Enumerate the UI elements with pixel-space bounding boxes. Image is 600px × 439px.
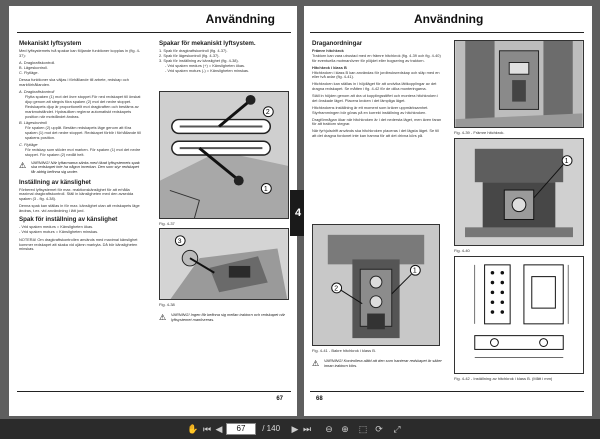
figure-lift-levers bbox=[159, 91, 289, 219]
paragraph: När fyrhjulsdrift används ska hitchkroken placeras i det lägsta läget. Se till att det dragna fordonet inte kan hamna för att det drivna körs på. bbox=[312, 128, 439, 139]
sub-heading: Hitchkrok i klass B bbox=[312, 64, 347, 70]
list-item: - Vrid spaken medurs (+) = Känsligheten ökas. bbox=[165, 62, 246, 68]
viewer-toolbar bbox=[0, 419, 600, 439]
list-item: - Vrid spaken moturs (-) = Känsligheten minskas. bbox=[165, 67, 250, 73]
note: NOTERA! Om dragkraftskontrollen används med maximal känslighet kommer redskapet att skaka vid ojämn markyta. Då bör känsligheten minskas. bbox=[19, 236, 138, 252]
zoom-in-icon[interactable]: ⊕ bbox=[341, 424, 349, 434]
lift-levers-illustration bbox=[160, 92, 288, 218]
figure-caption: Fig. 4-40 bbox=[454, 248, 470, 253]
svg-text:2: 2 bbox=[265, 109, 270, 117]
list-item: - Vrid spaken moturs = Känsligheten minskas. bbox=[19, 228, 99, 234]
list-item: 1. Spak för dragkraftskontroll (fig. 4-37). bbox=[159, 48, 228, 53]
header-rule bbox=[310, 32, 584, 33]
section-title: Spakar för mekaniskt lyftsystem. bbox=[159, 40, 256, 47]
figure-front-hitch bbox=[454, 40, 584, 128]
page-total: / 140 bbox=[262, 424, 281, 433]
list-item: - Vrid spaken medurs = Känsligheten ökas. bbox=[19, 223, 94, 229]
paragraph: Ställ in höjden genom att dra ut kopplingsstiftet och montera hitchkroken i det önskade läget. Placera kroken i det lämpliga läget. bbox=[312, 93, 439, 103]
warning-note: ⚠ VARNING! Kontrollera alltid att den som hanterar redskapet är säker innan traktorn körs. bbox=[312, 359, 442, 368]
page-indicator bbox=[226, 422, 280, 436]
right-page-header: Användning bbox=[414, 12, 484, 26]
figure-hitch-detail bbox=[454, 138, 584, 246]
sub-heading: Främre hitchkrok bbox=[312, 48, 344, 53]
list-item: 2. Spak för lägeskontroll (fig. 4-37). bbox=[159, 52, 220, 58]
list-item: C. Flytläge. bbox=[19, 69, 39, 75]
figure-caption: Fig. 4-39 - Främre hitchkrok. bbox=[454, 130, 505, 135]
paragraph: Hitchkroken kan ställas in i höjdläget för att undvika lättkopplingar av det dragna redskapet. Se måtten i fig. 4-42 för de olika monteringarna. bbox=[312, 81, 437, 92]
last-page-icon[interactable]: ⏭ bbox=[302, 424, 312, 434]
sub-heading: B. Lägeskontroll bbox=[19, 120, 47, 126]
paragraph: Dessa funktioner ska väljas i förhållande till arbete, redskap och markförhållanden. bbox=[19, 77, 129, 88]
page-number: 68 bbox=[316, 396, 323, 402]
first-page-icon[interactable]: ⏮ bbox=[202, 424, 212, 434]
right-page bbox=[304, 6, 592, 416]
sub-heading: C. Flytläge bbox=[19, 141, 38, 147]
svg-text:1: 1 bbox=[263, 185, 268, 193]
chapter-tab: 4 bbox=[290, 190, 306, 236]
left-page-header: Användning bbox=[205, 12, 275, 26]
section-title: Mekaniskt lyftsystem bbox=[19, 40, 82, 47]
paragraph: Hitchkrokens inställning är ett moment som kräver uppmärksamhet. Styrframmingen bör göras på en korrekt inställning av hitchkroken. bbox=[312, 104, 429, 115]
list-item: 3. Spak för inställning av känslighet (fig. 4-38). bbox=[159, 57, 239, 63]
paragraph: För spaken (2) uppåt. Bestäm redskapets läge genom att föra spaken (1) mot det nedre stoppet. Redskapet förblir i förhållande till spakens position. bbox=[25, 125, 141, 140]
rotate-icon[interactable]: ⟳ bbox=[375, 424, 383, 434]
list-item: B. Lägeskontroll. bbox=[19, 64, 48, 70]
warning-note: ⚠ VARNING! Ingen får befinna sig mellan traktorn och redskapet när lyftsystemet manövreras. bbox=[159, 313, 289, 322]
left-page bbox=[9, 6, 297, 416]
zoom-out-icon[interactable]: ⊖ bbox=[325, 424, 333, 434]
section-title: Inställning av känslighet bbox=[19, 178, 91, 186]
left-col1 bbox=[19, 40, 143, 254]
front-hitch-illustration bbox=[455, 41, 583, 127]
figure-caption: Fig. 4-37 bbox=[159, 221, 175, 226]
paragraph: Hitchkroken i klass B kan användas för jordbruksredskap och släp med en eller två axlar (fig. 4-41). bbox=[312, 69, 440, 80]
sub-heading: A. Dragkraftskontroll bbox=[19, 89, 55, 95]
fit-page-icon[interactable]: ⬚ bbox=[358, 424, 368, 434]
figure-caption: Fig. 4-42 - Inställning av hitchkrok i klass B. (Mått i mm) bbox=[454, 376, 553, 381]
figure-rear-hitch bbox=[312, 224, 440, 346]
svg-text:1: 1 bbox=[412, 267, 417, 275]
left-col2 bbox=[159, 40, 289, 73]
page-number-input[interactable] bbox=[226, 423, 256, 435]
footer-rule bbox=[17, 391, 291, 392]
svg-text:3: 3 bbox=[177, 238, 182, 246]
svg-text:2: 2 bbox=[334, 285, 339, 293]
fullscreen-icon[interactable]: ⤢ bbox=[393, 424, 401, 434]
figure-hitch-dimensions bbox=[454, 256, 584, 374]
section-title: Spak för inställning av känslighet bbox=[19, 215, 118, 223]
left-col2-warning bbox=[159, 310, 289, 325]
paragraph: Dragförmågan ökar när hitchkroken är i det nedersta läget, men även faran för att traktorn stegrar. bbox=[312, 116, 442, 127]
right-page-warning bbox=[312, 356, 442, 371]
figure-caption: Fig. 4-41 - Bakre hitchkrok i klass B. bbox=[312, 348, 377, 353]
warning-note: ⚠ VARNING! När lyftarmarna sänks med ökad lyftsystemets spak ska redskapet inte ha någon inverkan. Den som styr redskapet får aldrig befinna sig under. bbox=[19, 161, 143, 175]
list-item: A. Dragkraftskontroll. bbox=[19, 59, 56, 65]
header-rule bbox=[17, 32, 291, 33]
paragraph: Denna spak kan ställas in för max. känslighet utan att redskapets läge ändras, t.ex. vid användning i lätt jord. bbox=[19, 203, 140, 214]
hitch-dimensions-drawing bbox=[455, 257, 583, 373]
rear-hitch-illustration bbox=[313, 225, 439, 345]
hitch-detail-illustration bbox=[455, 139, 583, 245]
paragraph: Med lyftsystemets två spakar kan följande funktioner kopplas in (fig. 4-37): bbox=[19, 48, 141, 58]
sensitivity-lever-illustration bbox=[160, 229, 288, 299]
paragraph: För redskap som stöder mot marken. För spaken (1) mot det nedre stoppet. För spaken (2) nedåt helt. bbox=[25, 146, 141, 157]
next-page-icon[interactable]: ▶ bbox=[291, 424, 299, 434]
right-col1 bbox=[312, 40, 442, 141]
prev-page-icon[interactable]: ◀ bbox=[215, 424, 223, 434]
paragraph: Flytta spaken (1) mot det övre stoppet.För ned redskapet till önskat djup genom att stegvis föra spaken (2) mot det nedre stoppet. Redskapets djup är proportionellt mot dragkraften och bestäms av markmotståndet. Hydrauliken reglerar automatiskt redskapets position när motståndet ändras. bbox=[25, 94, 141, 119]
figure-sensitivity-lever bbox=[159, 228, 289, 300]
paragraph: Traktorn kan vara utrustad med en främre hitchkrok (fig. 4-39 och fig. 4-40) för eventuella motmanövrer för plöjdet eller bogsering av traktorn. bbox=[312, 52, 441, 63]
hand-icon[interactable]: ✋ bbox=[187, 424, 199, 434]
paragraph: Förbered lyftsystemet för max. reaktionskänslighet för att erhålla maximal dragkraftskontroll. Ställ in känsligheten med den avsedda spaken (3 - fig. 4-38). bbox=[19, 186, 134, 202]
svg-text:1: 1 bbox=[564, 158, 569, 166]
footer-rule bbox=[310, 391, 584, 392]
figure-caption: Fig. 4-38 bbox=[159, 302, 175, 307]
section-title: Draganordningar bbox=[312, 40, 363, 47]
page-number: 67 bbox=[276, 396, 283, 402]
